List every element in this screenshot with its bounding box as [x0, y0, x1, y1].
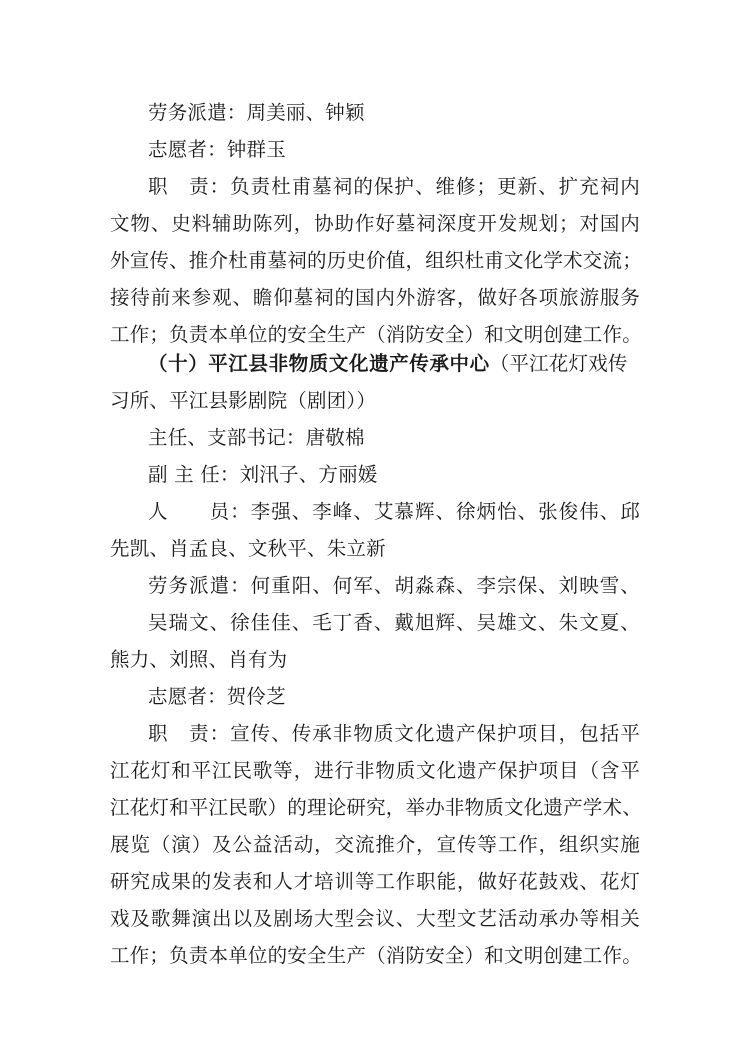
duty-paragraph-line: 外宣传、推介杜甫墓祠的历史价值，组织杜甫文化学术交流；: [110, 249, 642, 272]
duty-paragraph-line: 江花灯和平江民歌）的理论研究，举办非物质文化遗产学术、: [110, 796, 642, 819]
duty-paragraph-line: 文物、史料辅助陈列，协助作好墓祠深度开发规划；对国内: [110, 212, 640, 235]
staff-line-continuation: 先凯、肖孟良、文秋平、朱立新: [110, 537, 386, 560]
duty-paragraph-line: 江花灯和平江民歌等，进行非物质文化遗产保护项目（含平: [110, 759, 640, 782]
section-heading: （十）平江县非物质文化遗产传承中心: [148, 352, 490, 375]
labor-dispatch-continuation: 吴瑞文、徐佳佳、毛丁香、戴旭辉、吴雄文、朱文夏、: [148, 611, 640, 634]
duty-paragraph-line: 工作；负责本单位的安全生产（消防安全）和文明创建工作。: [110, 323, 642, 346]
duty-paragraph-line: 研究成果的发表和人才培训等工作职能，做好花鼓戏、花灯: [110, 870, 640, 893]
labor-dispatch-continuation: 熊力、刘照、肖有为: [110, 648, 288, 671]
volunteer-line: 志愿者：贺伶芝: [148, 685, 286, 708]
duty-paragraph-line: 展览（演）及公益活动，交流推介，宣传等工作，组织实施: [110, 833, 640, 856]
duty-paragraph-line: 戏及歌舞演出以及剧场大型会议、大型文艺活动承办等相关: [110, 907, 640, 930]
deputy-director-line: 副 主 任：刘汛子、方丽媛: [148, 463, 378, 486]
section-heading-continuation: 习所、平江县影剧院（剧团））: [110, 389, 377, 412]
section-heading-line: [148, 350, 640, 378]
staff-line: 人 员：李强、李峰、艾慕辉、徐炳怡、张俊伟、邱: [148, 500, 640, 523]
labor-dispatch-line: 劳务派遣：周美丽、钟颖: [148, 101, 365, 124]
duty-paragraph-line: 工作；负责本单位的安全生产（消防安全）和文明创建工作。: [110, 944, 642, 967]
section-heading-note: （平江花灯戏传: [489, 352, 628, 375]
duty-paragraph-line: 职 责：宣传、传承非物质文化遗产保护项目，包括平: [148, 722, 640, 745]
director-line: 主任、支部书记：唐敬棉: [148, 426, 365, 449]
duty-paragraph-line: 职 责：负责杜甫墓祠的保护、维修；更新、扩充祠内: [148, 175, 640, 198]
labor-dispatch-line: 劳务派遣：何重阳、何军、胡淼森、李宗保、刘映雪、: [148, 574, 640, 597]
volunteer-line: 志愿者：钟群玉: [148, 138, 286, 161]
duty-paragraph-line: 接待前来参观、瞻仰墓祠的国内外游客，做好各项旅游服务: [110, 286, 640, 309]
